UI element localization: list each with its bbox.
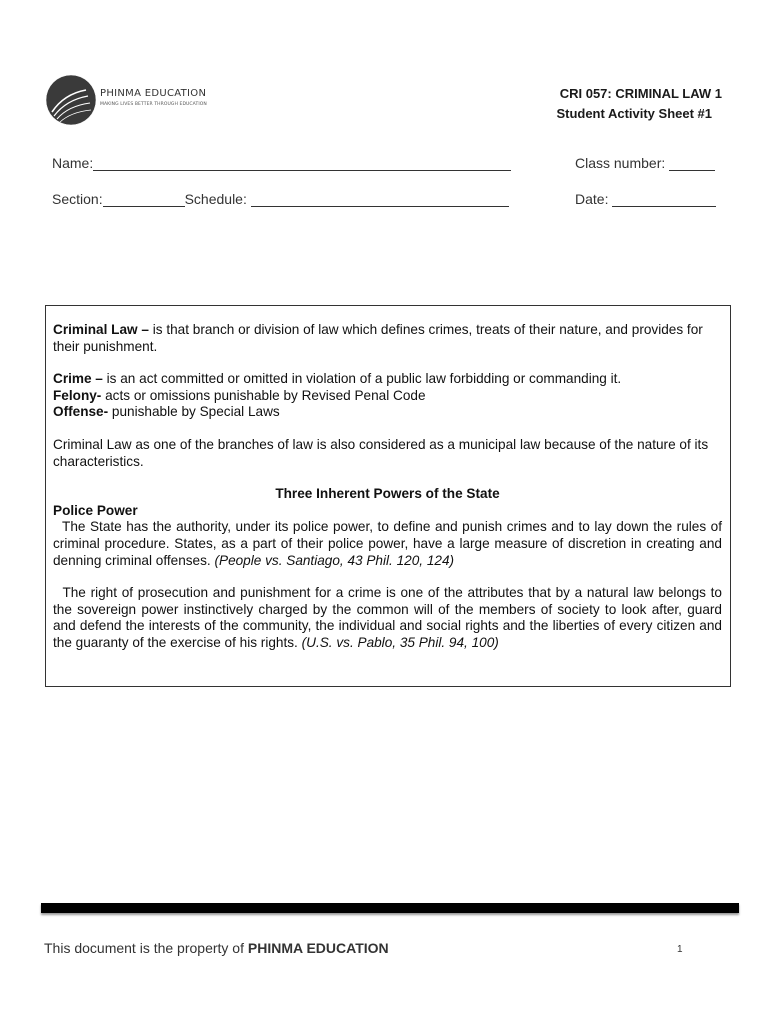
date-field <box>575 191 716 207</box>
police-power-heading <box>53 503 722 520</box>
criminal-law-term: Criminal Law – <box>53 322 149 337</box>
police-power-paragraph-2 <box>53 585 726 651</box>
footer-rule <box>41 903 739 913</box>
name-input-line[interactable] <box>93 156 511 171</box>
date-label: Date: <box>575 191 609 207</box>
section-field <box>52 191 509 207</box>
footer-owner: PHINMA EDUCATION <box>247 940 389 956</box>
class-number-label: Class number: <box>575 155 666 171</box>
crime-term: Crime – <box>53 371 103 387</box>
course-heading <box>556 84 722 124</box>
crime-def: is an act committed or omitted in violation of a public law forbidding or commanding it. <box>102 371 622 387</box>
course-code: CRI 057: CRIMINAL LAW 1 <box>559 86 722 101</box>
class-number-field <box>575 155 715 171</box>
footer-text <box>44 940 389 956</box>
date-input-line[interactable] <box>612 192 716 207</box>
crime-definition <box>53 371 722 388</box>
section-input-line[interactable] <box>103 192 185 207</box>
offense-definition <box>53 404 722 421</box>
section-label: Section: <box>52 191 103 207</box>
criminal-law-definition <box>53 322 722 355</box>
offense-def: punishable by Special Laws <box>108 404 280 420</box>
para1-text: The State has the authority, under its police power, to define and punish crimes and to lay down the rules of criminal procedure. States, as a part of their police power, have a large measure of discretion in creating and denning criminal offenses. <box>53 519 726 568</box>
phinma-emblem-icon <box>46 72 96 128</box>
para2-text: The right of prosecution and punishment for a crime is one of the attributes that by a natural law belongs to the sovereign power instinctively charged by the common will of the members of society to look after, guard and defend the interests of the community, the individual and social rights and the liberties of every citizen and the guaranty of the exercise of his rights. <box>53 585 726 650</box>
name-label: Name: <box>52 155 94 171</box>
felony-term: Felony- <box>53 387 102 403</box>
municipal-law-paragraph: Criminal Law as one of the branches of law is also considered as a municipal law because of the nature of its characteristics. <box>53 436 709 469</box>
section-heading: Three Inherent Powers of the State <box>275 486 500 502</box>
felony-def: acts or omissions punishable by Revised Penal Code <box>101 387 426 403</box>
page-number: 1 <box>677 944 683 955</box>
name-field <box>52 155 511 171</box>
offense-term: Offense- <box>53 404 109 420</box>
para2-citation: (U.S. vs. Pablo, 35 Phil. 94, 100) <box>301 634 499 650</box>
logo-tagline: MAKING LIVES BETTER THROUGH EDUCATION <box>100 102 207 107</box>
class-number-input-line[interactable] <box>669 156 715 171</box>
police-power-paragraph-1 <box>53 519 726 569</box>
schedule-input-line[interactable] <box>251 192 509 207</box>
police-power-title: Police Power <box>53 502 138 518</box>
phinma-logo <box>46 72 226 128</box>
para1-citation: (People vs. Santiago, 43 Phil. 120, 124) <box>214 552 455 568</box>
content-box <box>45 305 731 687</box>
logo-name: PHINMA EDUCATION <box>100 88 207 99</box>
criminal-law-def: is that branch or division of law which defines crimes, treats of their nature, and provides for their punishment. <box>53 322 703 354</box>
schedule-label: Schedule: <box>184 191 247 207</box>
felony-definition <box>53 388 722 405</box>
sheet-title: Student Activity Sheet #1 <box>556 106 712 121</box>
footer-property-text: This document is the property of <box>44 940 248 956</box>
